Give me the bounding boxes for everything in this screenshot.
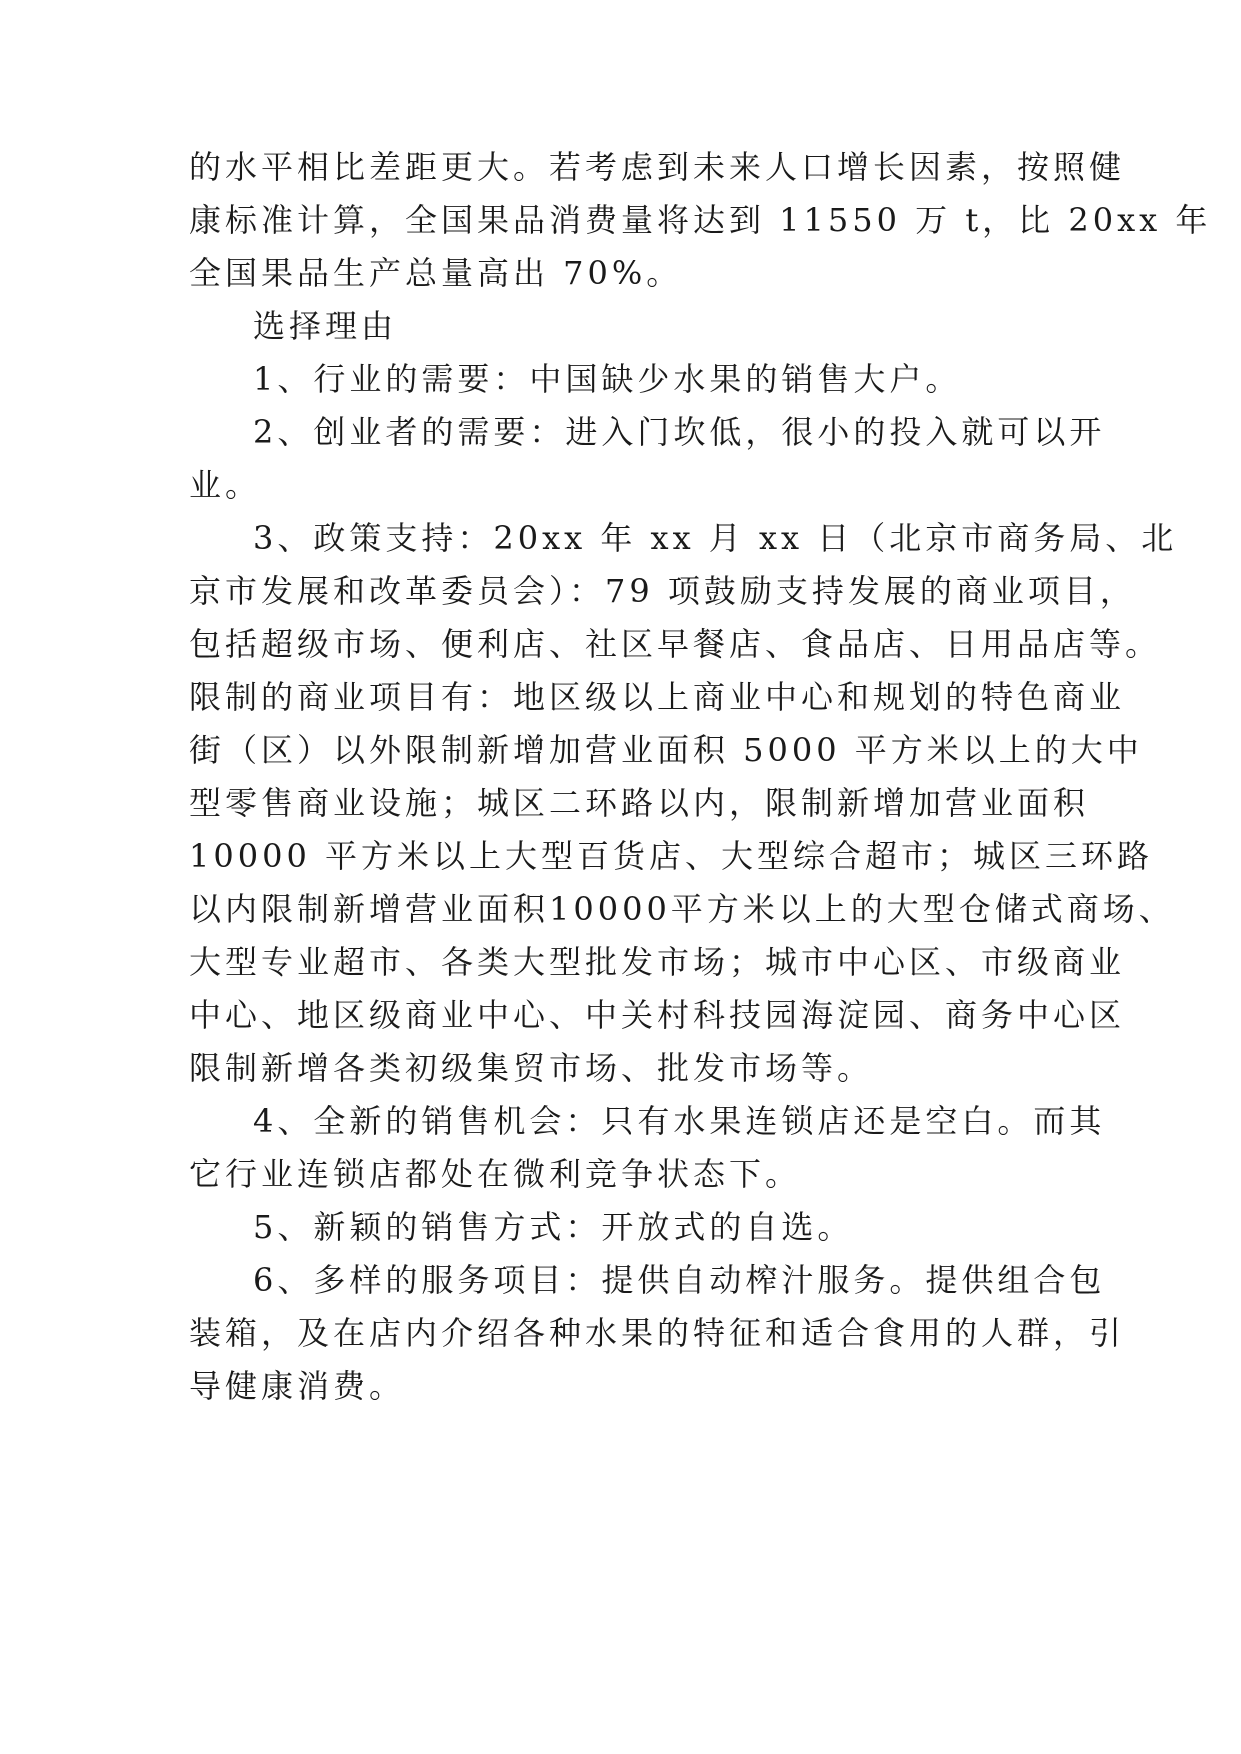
- text-line: 10000 平方米以上大型百货店、大型综合超市；城区三环路: [189, 837, 1153, 875]
- list-item: 6、多样的服务项目：提供自动榨汁服务。提供组合包: [253, 1261, 1106, 1299]
- text-line: 京市发展和改革委员会）：79 项鼓励支持发展的商业项目，: [189, 572, 1136, 610]
- text-line: 它行业连锁店都处在微利竞争状态下。: [189, 1155, 802, 1193]
- text-line: 限制新增各类初级集贸市场、批发市场等。: [189, 1049, 874, 1087]
- text-line: 大型专业超市、各类大型批发市场；城市中心区、市级商业: [189, 943, 1126, 981]
- text-line: 限制的商业项目有：地区级以上商业中心和规划的特色商业: [189, 678, 1126, 716]
- list-item: 3、政策支持：20xx 年 xx 月 xx 日（北京市商务局、北: [253, 519, 1178, 557]
- text-line: 中心、地区级商业中心、中关村科技园海淀园、商务中心区: [189, 996, 1126, 1034]
- text-line: 康标准计算，全国果品消费量将达到 11550 万 t，比 20xx 年: [189, 201, 1212, 239]
- text-line: 型零售商业设施；城区二环路以内，限制新增加营业面积: [189, 784, 1090, 822]
- text-line: 以内限制新增营业面积10000平方米以上的大型仓储式商场、: [189, 890, 1175, 928]
- section-heading: 选择理由: [253, 307, 398, 345]
- list-item: 5、新颖的销售方式：开放式的自选。: [253, 1208, 854, 1246]
- text-line: 的水平相比差距更大。若考虑到未来人口增长因素，按照健: [189, 148, 1126, 186]
- text-line: 包括超级市场、便利店、社区早餐店、食品店、日用品店等。: [189, 625, 1162, 663]
- list-item: 2、创业者的需要：进入门坎低，很小的投入就可以开: [253, 413, 1106, 451]
- list-item: 1、行业的需要：中国缺少水果的销售大户。: [253, 360, 962, 398]
- text-line: 导健康消费。: [189, 1367, 406, 1405]
- text-line: 装箱，及在店内介绍各种水果的特征和适合食用的人群，引: [189, 1314, 1126, 1352]
- list-item: 4、全新的销售机会：只有水果连锁店还是空白。而其: [253, 1102, 1106, 1140]
- text-line: 街（区）以外限制新增加营业面积 5000 平方米以上的大中: [189, 731, 1143, 769]
- text-line: 业。: [189, 466, 262, 504]
- text-line: 全国果品生产总量高出 70%。: [189, 254, 683, 292]
